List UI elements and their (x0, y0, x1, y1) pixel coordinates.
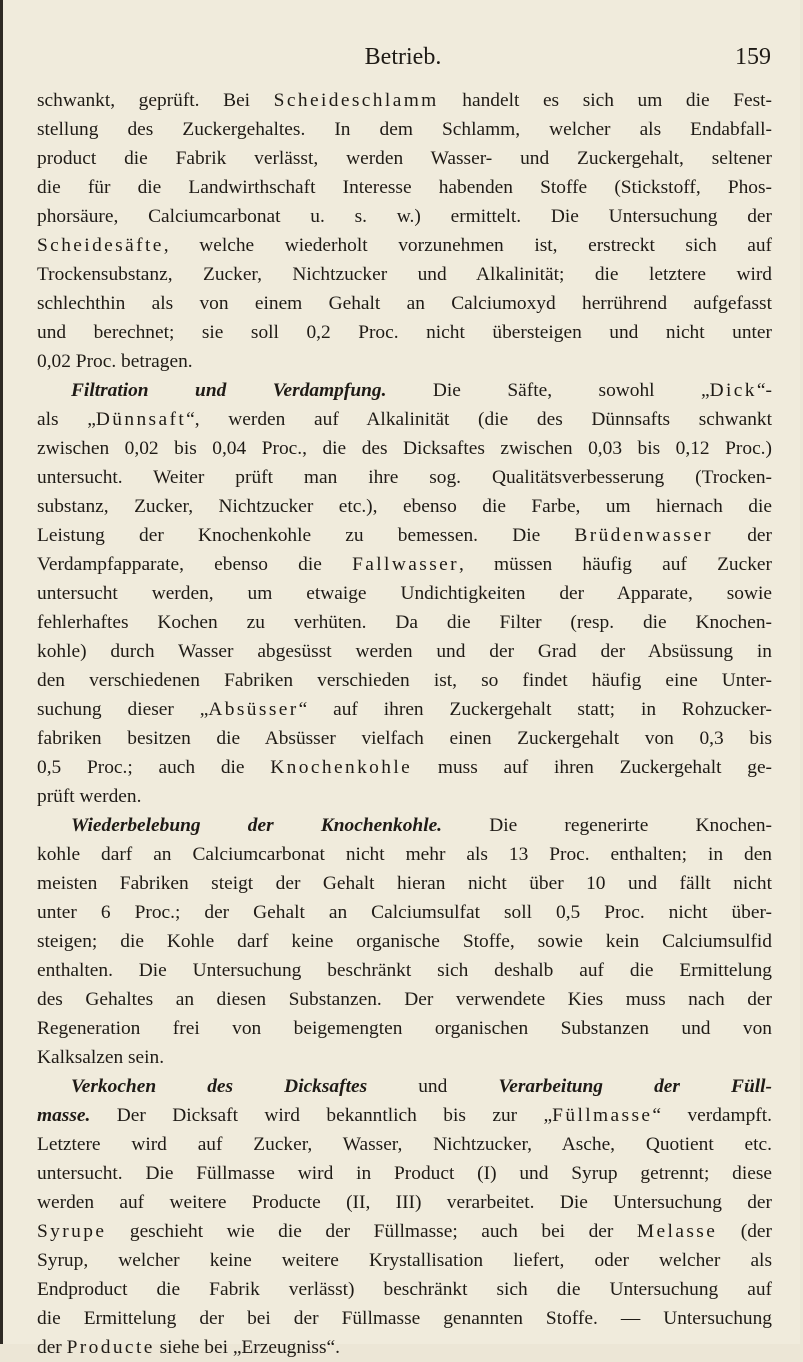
text-run: des Gehaltes an diesen Substanzen. Der verwendete Kies muss nach der (37, 989, 772, 1010)
text-run: phorsäure, Calciumcarbonat u. s. w.) ermittelt. Die Untersuchung der (37, 206, 772, 227)
text-run: Der Dicksaft wird bekanntlich bis zur „ (90, 1105, 553, 1126)
spaced-term: Füllmasse (552, 1105, 653, 1126)
text-run: steigen; die Kohle darf keine organische Stoffe, sowie kein Calciumsulfid (37, 931, 772, 952)
text-line (37, 1159, 772, 1188)
spaced-term: Knochenkohle (270, 757, 413, 778)
text-run: die Ermittelung der bei der Füllmasse genannten Stoffe. — Untersuchung (37, 1308, 772, 1329)
text-run: meisten Fabriken steigt der Gehalt hieran nicht über 10 und fällt nicht (37, 873, 772, 894)
section-heading: Verkochen des Dicksaftes (71, 1076, 368, 1097)
text-line (37, 1043, 772, 1072)
text-line (37, 840, 772, 869)
text-line (37, 898, 772, 927)
text-line (37, 985, 772, 1014)
text-run: schwankt, geprüft. Bei (37, 90, 274, 111)
text-line (37, 521, 772, 550)
text-run: untersucht. Die Füllmasse wird in Product (I) und Syrup getrennt; diese (37, 1163, 772, 1184)
spaced-term: Producte (66, 1337, 155, 1358)
text-run: die für die Landwirthschaft Interesse habenden Stoffe (Stickstoff, Phos- (37, 177, 772, 198)
text-line (37, 666, 772, 695)
text-run: stellung des Zuckergehaltes. In dem Schlamm, welcher als Endabfall- (37, 119, 772, 140)
text-line (37, 115, 772, 144)
text-line (37, 724, 772, 753)
text-line (37, 1275, 772, 1304)
text-run: suchung dieser „ (37, 699, 209, 720)
text-line (37, 260, 772, 289)
text-run: prüft werden. (37, 786, 142, 807)
text-line (37, 202, 772, 231)
section-heading: Filtration und Verdampfung. (71, 380, 387, 401)
text-line (37, 405, 772, 434)
text-line (37, 318, 772, 347)
text-run: Endproduct die Fabrik verlässt) beschränkt sich die Untersuchung auf (37, 1279, 772, 1300)
text-line (37, 608, 772, 637)
text-line (37, 376, 772, 405)
text-run: “ verdampft. (652, 1105, 772, 1126)
text-line (37, 811, 772, 840)
text-line (37, 463, 772, 492)
text-run: 0,5 Proc.; auch die (37, 757, 271, 778)
spaced-term: Absüsser (208, 699, 299, 720)
spaced-term: Brüdenwasser (574, 525, 714, 546)
text-run: unter 6 Proc.; der Gehalt an Calciumsulfat soll 0,5 Proc. nicht über- (37, 902, 772, 923)
text-line (37, 1014, 772, 1043)
text-line (37, 289, 772, 318)
text-run: werden auf weitere Producte (II, III) verarbeitet. Die Untersuchung der (37, 1192, 772, 1213)
text-run: , welche wiederholt vorzunehmen ist, erstreckt sich auf (163, 235, 772, 256)
text-line (37, 753, 772, 782)
text-run: schlechthin als von einem Gehalt an Calciumoxyd herrührend aufgefasst (37, 293, 772, 314)
text-run: untersucht. Weiter prüft man ihre sog. Qualitätsverbesserung (Trocken- (37, 467, 772, 488)
text-run: kohle) durch Wasser abgesüsst werden und der Grad der Absüssung in (37, 641, 772, 662)
text-line (37, 869, 772, 898)
text-run: handelt es sich um die Fest- (438, 90, 772, 111)
section-heading: Wiederbelebung der Knochenkohle. (71, 815, 443, 836)
text-run: Kalksalzen sein. (37, 1047, 165, 1068)
text-run: untersucht werden, um etwaige Undichtigkeiten der Apparate, sowie (37, 583, 772, 604)
text-line (37, 1246, 772, 1275)
text-line (37, 144, 772, 173)
spaced-term: Melasse (636, 1221, 718, 1242)
text-run: siehe bei „Erzeugniss“. (154, 1337, 340, 1358)
text-line (37, 579, 772, 608)
text-run: Verdampfapparate, ebenso die (37, 554, 353, 575)
spaced-term: Dick (709, 380, 757, 401)
text-line (37, 1072, 772, 1101)
text-run: Letztere wird auf Zucker, Wasser, Nichtzucker, Asche, Quotient etc. (37, 1134, 772, 1155)
text-line (37, 1217, 772, 1246)
page-number: 159 (735, 44, 771, 70)
text-line (37, 1188, 772, 1217)
text-line (37, 637, 772, 666)
text-run: Trockensubstanz, Zucker, Nichtzucker und Alkalinität; die letztere wird (37, 264, 772, 285)
text-line (37, 231, 772, 260)
spaced-term: Dünnsaft (95, 409, 187, 430)
text-run: (der (717, 1221, 772, 1242)
spaced-term: Scheidesäfte (37, 235, 164, 256)
text-run: und berechnet; sie soll 0,2 Proc. nicht übersteigen und nicht unter (37, 322, 772, 343)
text-line (37, 1333, 772, 1362)
section-heading: Verarbeitung der Füll- (498, 1076, 772, 1097)
spaced-term: Fallwasser (352, 554, 460, 575)
text-line (37, 956, 772, 985)
text-run: Die Säfte, sowohl „ (386, 380, 710, 401)
text-run: zwischen 0,02 bis 0,04 Proc., die des Dicksaftes zwischen 0,03 bis 0,12 Proc.) (37, 438, 772, 459)
paragraph (37, 86, 772, 376)
text-line (37, 550, 772, 579)
text-line (37, 1130, 772, 1159)
text-run: fabriken besitzen die Absüsser vielfach einen Zuckergehalt von 0,3 bis (37, 728, 772, 749)
section-heading: masse. (37, 1105, 91, 1126)
paragraph (37, 811, 772, 1072)
text-run: Syrup, welcher keine weitere Krystallisation liefert, oder welcher als (37, 1250, 772, 1271)
text-run: Regeneration frei von beigemengten organischen Substanzen und von (37, 1018, 772, 1039)
text-line (37, 1101, 772, 1130)
text-run: als „ (37, 409, 96, 430)
text-line (37, 695, 772, 724)
text-run: product die Fabrik verlässt, werden Wasser- und Zuckergehalt, seltener (37, 148, 772, 169)
text-run: enthalten. Die Untersuchung beschränkt sich deshalb auf die Ermittelung (37, 960, 772, 981)
text-run: der (713, 525, 772, 546)
text-line (37, 434, 772, 463)
text-run: , müssen häufig auf Zucker (459, 554, 772, 575)
text-line (37, 347, 772, 376)
text-run: muss auf ihren Zuckergehalt ge- (412, 757, 773, 778)
text-run: kohle darf an Calciumcarbonat nicht mehr als 13 Proc. enthalten; in den (37, 844, 772, 865)
text-run: “, werden auf Alkalinität (die des Dünnsafts schwankt (186, 409, 772, 430)
text-run: geschieht wie die der Füllmasse; auch bei der (106, 1221, 637, 1242)
text-run: substanz, Zucker, Nichtzucker etc.), ebenso die Farbe, um hiernach die (37, 496, 772, 517)
text-run: den verschiedenen Fabriken verschieden ist, so findet häufig eine Unter- (37, 670, 772, 691)
text-line (37, 927, 772, 956)
text-line (37, 782, 772, 811)
text-line (37, 86, 772, 115)
text-line (37, 492, 772, 521)
body-text (37, 86, 772, 1362)
text-run: 0,02 Proc. betragen. (37, 351, 193, 372)
text-run: und (367, 1076, 499, 1097)
text-run: Leistung der Knochenkohle zu bemessen. Die (37, 525, 575, 546)
text-run: Die regenerirte Knochen- (442, 815, 772, 836)
text-run: fehlerhaftes Kochen zu verhüten. Da die Filter (resp. die Knochen- (37, 612, 772, 633)
text-line (37, 173, 772, 202)
paragraph (37, 1072, 772, 1362)
spaced-term: Syrupe (37, 1221, 107, 1242)
text-run: “ auf ihren Zuckergehalt statt; in Rohzucker- (298, 699, 772, 720)
spaced-term: Scheideschlamm (273, 90, 439, 111)
text-run: “- (756, 380, 772, 401)
running-header (3, 44, 803, 74)
text-line (37, 1304, 772, 1333)
running-title: Betrieb. (364, 44, 442, 70)
text-run: der (37, 1337, 67, 1358)
paragraph (37, 376, 772, 811)
